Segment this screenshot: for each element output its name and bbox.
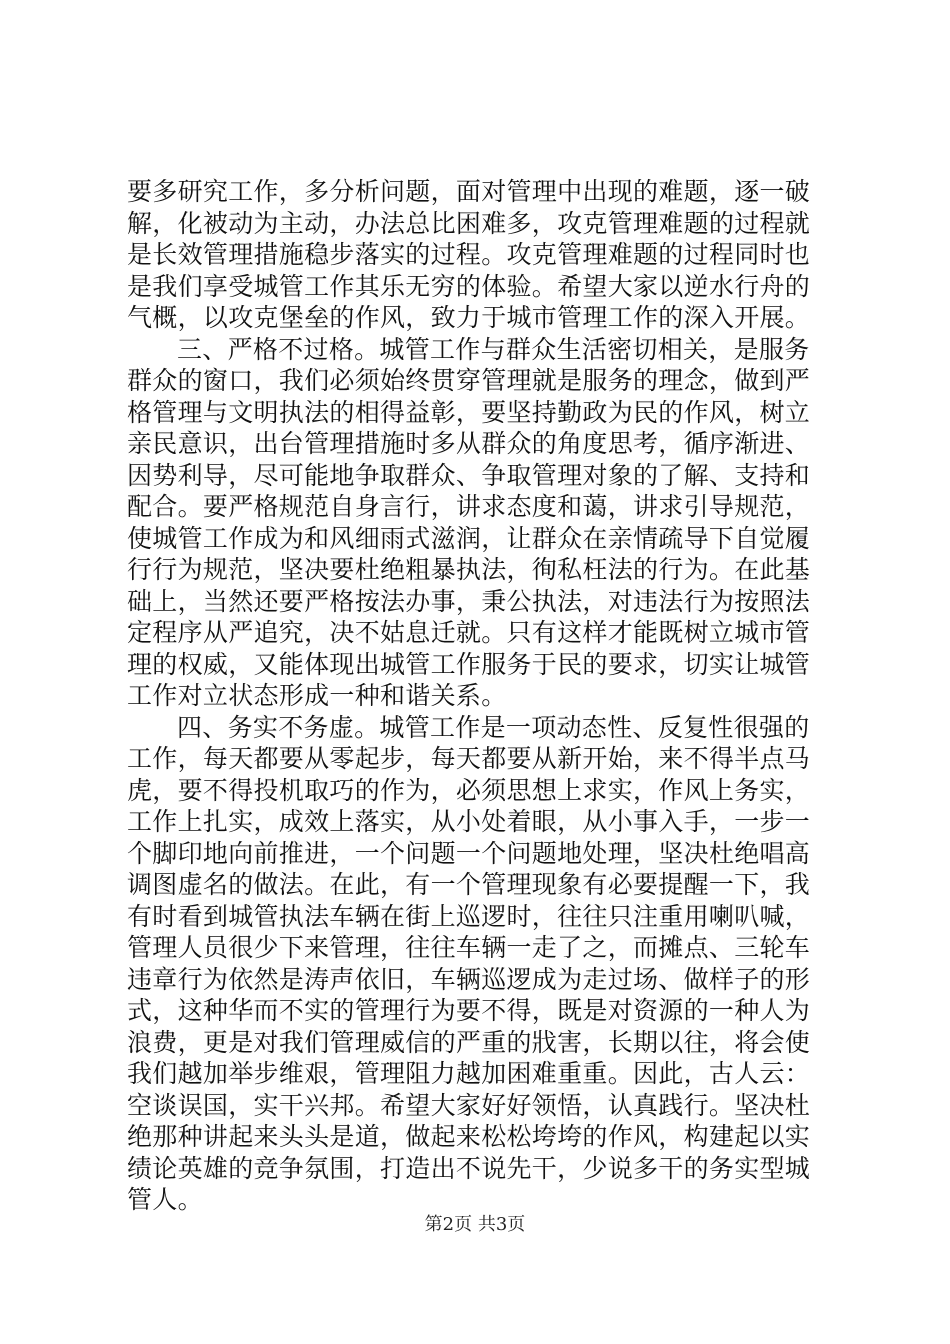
text-line: 工作对立状态形成一种和谐关系。 (127, 681, 507, 710)
text-line: 违章行为依然是涛声依旧，车辆巡逻成为走过场、做样子的形 (127, 964, 811, 994)
text-line: 亲民意识，出台管理措施时多从群众的角度思考，循序渐进、 (127, 429, 811, 458)
text-line: 管理人员很少下来管理，往往车辆一走了之，而摊点、三轮车 (127, 933, 811, 962)
text-line: 使城管工作成为和风细雨式滋润，让群众在亲情疏导下自觉履 (127, 523, 811, 553)
text-line: 行行为规范，坚决要杜绝粗暴执法，徇私枉法的行为。在此基 (127, 555, 811, 584)
text-line: 工作，每天都要从零起步，每天都要从新开始，来不得半点马 (127, 744, 811, 773)
text-line: 有时看到城管执法车辆在街上巡逻时，往往只注重用喇叭喊， (127, 901, 811, 931)
text-line: 式，这种华而不实的管理行为要不得，既是对资源的一种人为 (127, 996, 811, 1025)
text-line: 虎，要不得投机取巧的作为，必须思想上求实，作风上务实， (127, 775, 811, 805)
text-line: 要多研究工作，多分析问题，面对管理中出现的难题，逐一破 (127, 177, 811, 206)
text-line: 础上，当然还要严格按法办事，秉公执法，对违法行为按照法 (127, 586, 811, 616)
text-line: 解，化被动为主动，办法总比困难多，攻克管理难题的过程就 (127, 208, 811, 238)
text-line: 格管理与文明执法的相得益彰，要坚持勤政为民的作风，树立 (127, 397, 811, 427)
text-line: 是长效管理措施稳步落实的过程。攻克管理难题的过程同时也 (127, 240, 811, 269)
text-line: 个脚印地向前推进，一个问题一个问题地处理，坚决杜绝唱高 (127, 838, 811, 868)
text-line: 绩论英雄的竞争氛围，打造出不说先干，少说多干的务实型城 (127, 1153, 811, 1183)
text-line: 气概，以攻克堡垒的作风，致力于城市管理工作的深入开展。 (127, 303, 811, 332)
page-footer: 第2页 共3页 (424, 1214, 526, 1235)
text-line: 因势利导，尽可能地争取群众、争取管理对象的了解、支持和 (127, 460, 811, 490)
text-line: 是我们享受城管工作其乐无穷的体验。希望大家以逆水行舟的 (127, 271, 811, 301)
body-text (127, 176, 827, 1216)
text-line: 群众的窗口，我们必须始终贯穿管理就是服务的理念，做到严 (127, 366, 811, 395)
text-line: 定程序从严追究，决不姑息迁就。只有这样才能既树立城市管 (127, 618, 811, 647)
text-line: 理的权威，又能体现出城管工作服务于民的要求，切实让城管 (127, 649, 811, 679)
text-line: 工作上扎实，成效上落实，从小处着眼，从小事入手，一步一 (127, 807, 811, 836)
text-line: 四、务实不务虚。城管工作是一项动态性、反复性很强的 (177, 712, 810, 742)
text-line: 管人。 (127, 1185, 203, 1214)
text-line: 浪费，更是对我们管理威信的严重的戕害，长期以往，将会使 (127, 1027, 811, 1057)
text-line: 三、严格不过格。城管工作与群众生活密切相关，是服务 (177, 334, 810, 364)
text-line: 空谈误国，实干兴邦。希望大家好好领悟，认真践行。坚决杜 (127, 1090, 811, 1120)
text-line: 配合。要严格规范自身言行，讲求态度和蔼，讲求引导规范， (127, 492, 811, 521)
text-line: 调图虚名的做法。在此，有一个管理现象有必要提醒一下，我 (127, 870, 811, 899)
text-line: 绝那种讲起来头头是道，做起来松松垮垮的作风，构建起以实 (127, 1122, 811, 1151)
text-line: 我们越加举步维艰，管理阻力越加困难重重。因此，古人云： (127, 1059, 811, 1088)
